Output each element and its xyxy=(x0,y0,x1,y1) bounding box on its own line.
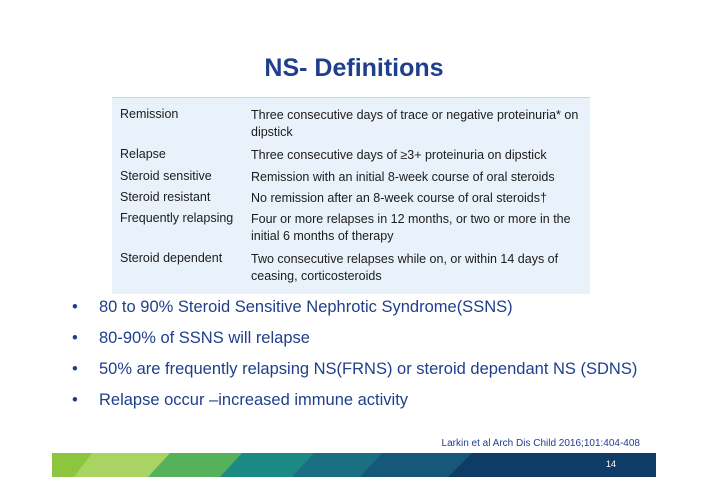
bullet-icon: • xyxy=(72,329,78,347)
bullet-icon: • xyxy=(72,391,78,409)
definitions-table xyxy=(112,97,590,294)
slide-title: NS- Definitions xyxy=(264,54,444,82)
bullet-icon: • xyxy=(72,298,78,316)
bullet-icon: • xyxy=(72,360,78,378)
bullet-text: 80-90% of SSNS will relapse xyxy=(99,329,310,347)
description-cell: Three consecutive days of ≥3+ proteinuria on dipstick xyxy=(251,148,547,162)
bullet-text: 50% are frequently relapsing NS(FRNS) or steroid dependant NS (SDNS) xyxy=(99,360,638,378)
bullet-text: 80 to 90% Steroid Sensitive Nephrotic Syndrome(SSNS) xyxy=(99,298,513,316)
bullet-item xyxy=(70,389,670,411)
bullet-item xyxy=(70,358,670,380)
term-cell: Steroid resistant xyxy=(120,190,211,204)
footer-decor xyxy=(52,453,656,477)
term-cell: Remission xyxy=(120,107,179,121)
page-number: 14 xyxy=(606,459,617,469)
description-cell: Four or more relapses in 12 months, or two or more in the initial 6 months of therapy xyxy=(251,212,571,243)
term-cell: Steroid dependent xyxy=(120,251,223,265)
term-cell: Steroid sensitive xyxy=(120,169,212,183)
description-cell: Remission with an initial 8-week course of oral steroids xyxy=(251,170,555,184)
bullet-text: Relapse occur –increased immune activity xyxy=(99,391,409,409)
citation: Larkin et al Arch Dis Child 2016;101:404-408 xyxy=(441,438,640,449)
bullet-item xyxy=(70,327,670,349)
bullet-item xyxy=(70,296,670,318)
bullet-list xyxy=(70,296,670,420)
term-cell: Frequently relapsing xyxy=(120,211,234,225)
description-cell: Two consecutive relapses while on, or within 14 days of ceasing, corticosteroids xyxy=(251,252,559,283)
description-cell: No remission after an 8-week course of oral steroids† xyxy=(251,191,547,205)
description-cell: Three consecutive days of trace or negative proteinuria* on dipstick xyxy=(251,108,579,139)
term-cell: Relapse xyxy=(120,147,166,161)
